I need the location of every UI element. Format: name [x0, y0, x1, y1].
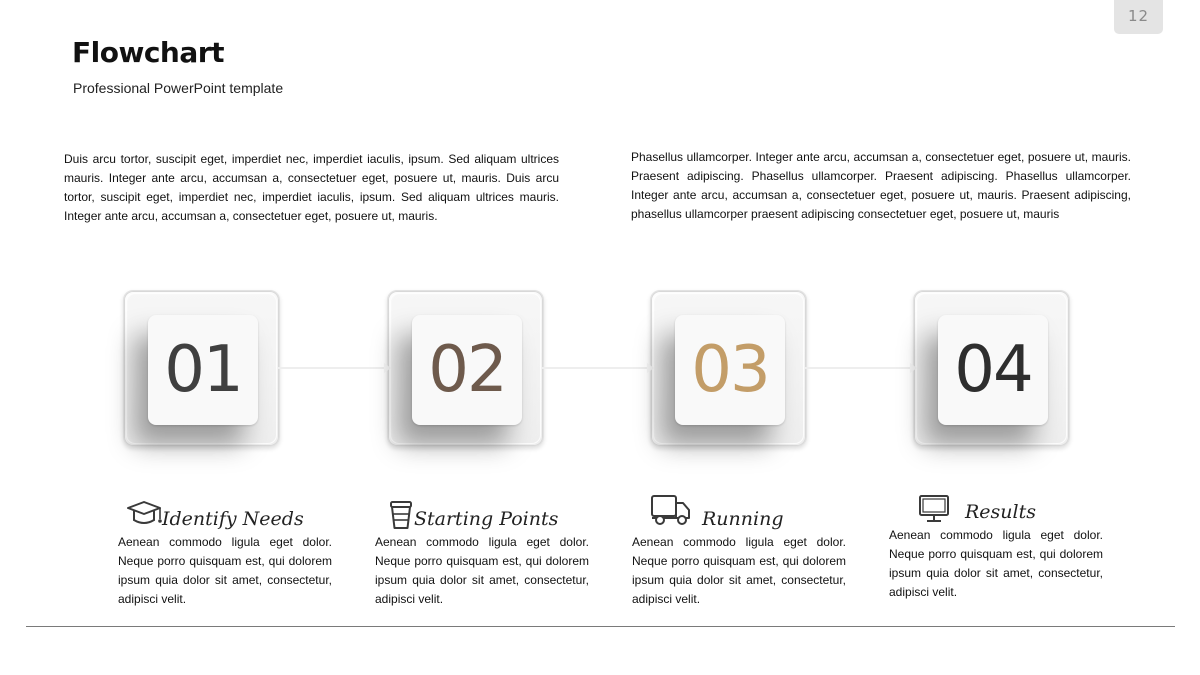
step-card-3 [650, 290, 807, 447]
bottom-divider [26, 626, 1175, 627]
step-number-3: 03 [691, 333, 769, 407]
step-heading-3: Running [702, 508, 784, 530]
step-number-tile-1 [148, 315, 258, 425]
step-number-tile-2 [412, 315, 522, 425]
step-number-2: 02 [428, 333, 506, 407]
step-text-2: Aenean commodo ligula eget dolor. Neque porro quisquam est, qui dolorem ipsum quia dolor sit amet, consectetur, adipisci velit. [375, 535, 589, 606]
step-card-4 [913, 290, 1070, 447]
step-text-4: Aenean commodo ligula eget dolor. Neque porro quisquam est, qui dolorem ipsum quia dolor sit amet, consectetur, adipisci velit. [889, 528, 1103, 599]
coffee-cup-icon [388, 500, 414, 530]
step-number-tile-4 [938, 315, 1048, 425]
step-heading-1: Identify Needs [162, 508, 304, 530]
intro-paragraph-left: Duis arcu tortor, suscipit eget, imperdiet nec, imperdiet iaculis, ipsum. Sed aliquam ultrices mauris. Integer ante arcu, accumsan a, consectetuer eget, posuere ut, mauris. Duis arcu tortor, suscipit eget, imperdiet nec, imperdiet iaculis, ipsum. Sed aliquam ultrices mauris. Integer ante arcu, accumsan a, consectetuer eget, posuere ut, mauris. [64, 152, 559, 223]
step-card-2 [387, 290, 544, 447]
slide-subtitle: Professional PowerPoint template [73, 80, 284, 96]
flow-connector-3 [805, 367, 912, 369]
step-text-1: Aenean commodo ligula eget dolor. Neque porro quisquam est, qui dolorem ipsum quia dolor sit amet, consectetur, adipisci velit. [118, 535, 332, 606]
step-card-1 [123, 290, 280, 447]
step-number-1: 01 [164, 333, 242, 407]
step-text-3: Aenean commodo ligula eget dolor. Neque porro quisquam est, qui dolorem ipsum quia dolor sit amet, consectetur, adipisci velit. [632, 535, 846, 606]
graduation-cap-icon [126, 500, 162, 530]
flow-connector-1 [278, 367, 386, 369]
monitor-icon [918, 494, 950, 524]
step-heading-4: Results [965, 501, 1036, 523]
step-number-tile-3 [675, 315, 785, 425]
intro-paragraph-right: Phasellus ullamcorper. Integer ante arcu, accumsan a, consectetuer eget, posuere ut, mauris. Praesent adipiscing. Phasellus ullamcorper. Praesent adipiscing. Phasellus ullamcorper. Integer ante arcu, accumsan a, consectetuer eget, posuere ut, mauris. Praesent adipiscing, phasellus ullamcorper praesent adipiscing consectetuer eget, posuere ut, mauris [631, 150, 1131, 221]
flow-connector-2 [542, 367, 649, 369]
step-number-4: 04 [954, 333, 1032, 407]
step-heading-2: Starting Points [414, 508, 559, 530]
delivery-truck-icon [650, 493, 692, 527]
page-number: 12 [1114, 0, 1163, 34]
slide-title: Flowchart [72, 36, 224, 69]
